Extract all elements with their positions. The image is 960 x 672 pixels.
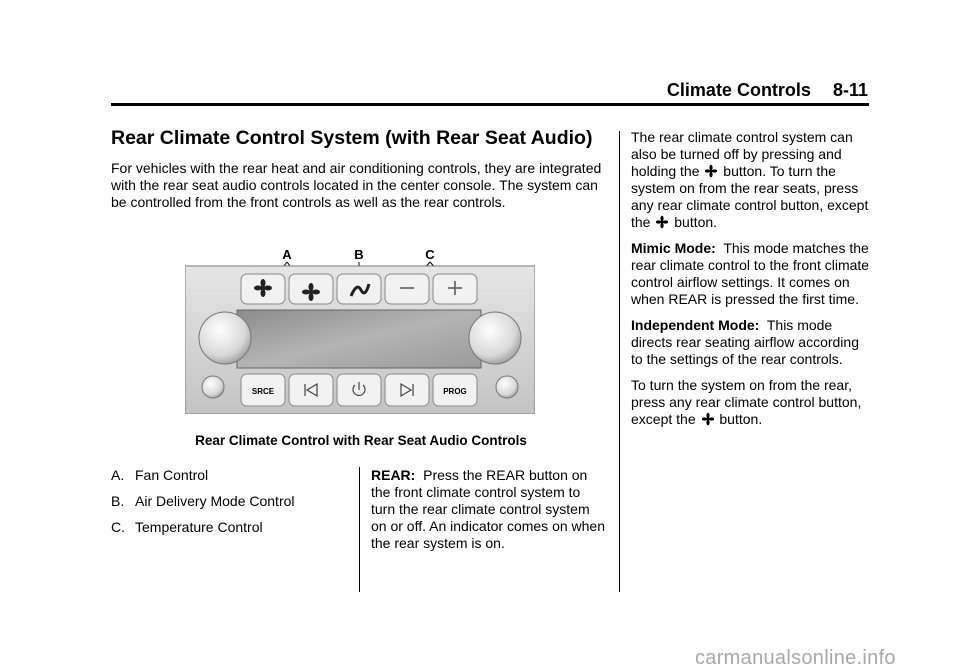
temp-down-button xyxy=(385,274,429,304)
mimic-text: This mode matches the rear climate control to the front climate control airflow settings. It comes on when REAR is pressed the first time. xyxy=(631,240,870,307)
left-volume-knob xyxy=(199,312,251,364)
column-divider xyxy=(619,131,620,592)
fan-icon xyxy=(705,164,717,178)
intro-paragraph: For vehicles with the rear heat and air conditioning controls, they are integrated with the rear seat audio controls located in the center console. The system can be controlled from the front controls as well as the rear controls. xyxy=(111,160,602,210)
rear-on-text: To turn the system on from the rear, press any rear climate control button, except the xyxy=(631,377,862,427)
display-screen xyxy=(237,310,481,368)
legend-item xyxy=(111,493,351,510)
section-title: Climate Controls xyxy=(666,80,811,100)
off-paragraph xyxy=(631,129,871,231)
off-text-1: The rear climate control system can also be turned off by pressing and holding the xyxy=(631,129,853,179)
legend-letter: B. xyxy=(111,493,125,509)
rear-on-end: button. xyxy=(719,411,763,427)
fan-icon xyxy=(702,412,714,426)
section-heading: Rear Climate Control System (with Rear Seat Audio) xyxy=(111,127,593,149)
independent-text: This mode directs rear seating airflow according to the settings of the rear controls. xyxy=(631,317,859,367)
right-headphone-jack xyxy=(496,376,518,398)
legend-letter: A. xyxy=(111,467,125,483)
program-button-label: PROG xyxy=(443,387,467,396)
mimic-term: Mimic Mode: xyxy=(631,240,716,256)
mimic-mode-paragraph xyxy=(631,240,871,308)
legend-text: Air Delivery Mode Control xyxy=(135,493,295,509)
page-number: 8-11 xyxy=(832,80,868,100)
callout-a: A xyxy=(282,248,292,262)
legend-text: Temperature Control xyxy=(135,519,263,535)
rear-term: REAR: xyxy=(371,467,416,483)
rear-on-paragraph xyxy=(631,377,871,428)
callout-legend xyxy=(111,467,351,545)
watermark[interactable]: carmanualsonline.info xyxy=(695,647,896,669)
callout-c: C xyxy=(425,248,435,262)
running-header xyxy=(667,80,868,101)
left-headphone-jack xyxy=(202,376,224,398)
legend-item xyxy=(111,519,351,536)
seek-forward-button xyxy=(385,374,429,406)
callout-b: B xyxy=(354,248,364,262)
legend-text: Fan Control xyxy=(135,467,209,483)
figure-caption: Rear Climate Control with Rear Seat Audio Controls xyxy=(195,433,527,448)
seek-back-button xyxy=(289,374,333,406)
rear-control-illustration xyxy=(185,248,535,414)
right-column xyxy=(631,129,871,437)
rear-button-description xyxy=(371,467,607,561)
independent-term: Independent Mode: xyxy=(631,317,760,333)
header-rule xyxy=(111,103,869,106)
legend-item xyxy=(111,467,351,484)
column-divider xyxy=(359,467,360,592)
rear-text: Press the REAR button on the front climate control system to turn the rear climate control system on or off. An indicator comes on when the rear system is on. xyxy=(371,467,605,551)
off-text-2: button. To turn the system on from the rear seats, press any rear climate control button, except the xyxy=(631,163,869,230)
fan-icon xyxy=(656,215,668,229)
independent-mode-paragraph xyxy=(631,317,871,368)
legend-letter: C. xyxy=(111,519,125,535)
off-text-3: button. xyxy=(674,214,718,230)
source-button-label: SRCE xyxy=(251,387,275,396)
right-volume-knob xyxy=(469,312,521,364)
